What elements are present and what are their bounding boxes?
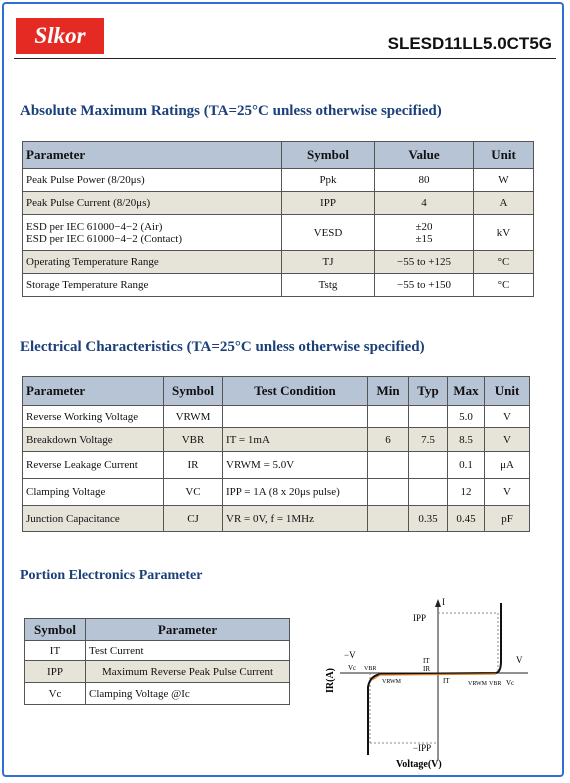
cell: 5.0: [448, 406, 485, 428]
cell: IR: [164, 452, 223, 479]
cell: Junction Capacitance: [23, 506, 164, 532]
elec-title: Electrical Characteristics (TA=25°C unless otherwise specified): [20, 339, 425, 355]
cell: 80: [375, 169, 474, 192]
col-header: Symbol: [25, 619, 86, 641]
col-header: Min: [368, 377, 409, 406]
cell: 0.35: [409, 506, 448, 532]
cell: VBR: [164, 428, 223, 452]
col-header: Unit: [474, 142, 534, 169]
cell: 0.45: [448, 506, 485, 532]
cell: IPP = 1A (8 x 20μs pulse): [223, 479, 368, 506]
cell: Peak Pulse Power (8/20μs): [23, 169, 282, 192]
col-header: Typ: [409, 377, 448, 406]
cell: Breakdown Voltage: [23, 428, 164, 452]
cell: [409, 479, 448, 506]
cell: 8.5: [448, 428, 485, 452]
cell: Peak Pulse Current (8/20μs): [23, 192, 282, 215]
cell: Reverse Working Voltage: [23, 406, 164, 428]
neg-ipp-label: −IPP: [413, 743, 432, 753]
ir-label: IR: [423, 665, 430, 673]
cell: Storage Temperature Range: [23, 274, 282, 297]
cell: [375, 215, 474, 251]
table-row: [23, 479, 530, 506]
cell: W: [474, 169, 534, 192]
cell: IT: [25, 641, 86, 661]
cell: 0.1: [448, 452, 485, 479]
cell: VRWM = 5.0V: [223, 452, 368, 479]
cell: [368, 452, 409, 479]
v-label: V: [516, 655, 523, 665]
elec-table: [22, 376, 530, 532]
neg-vc-label: Vc: [348, 664, 357, 672]
brand-logo: Slkor: [16, 18, 104, 54]
x-axis-title: Voltage(V): [396, 759, 442, 770]
cell: Ppk: [282, 169, 375, 192]
cell: CJ: [164, 506, 223, 532]
cell: IPP: [25, 661, 86, 683]
neg-it-label: IT: [443, 677, 450, 685]
cell: °C: [474, 274, 534, 297]
table-row: [23, 274, 534, 297]
cell: VRWM: [164, 406, 223, 428]
cell: °C: [474, 251, 534, 274]
table-row: [23, 452, 530, 479]
col-header: Test Condition: [223, 377, 368, 406]
cell: 7.5: [409, 428, 448, 452]
cell: [368, 479, 409, 506]
col-header: Max: [448, 377, 485, 406]
cell: Reverse Leakage Current: [23, 452, 164, 479]
iv-curve-diagram: [320, 595, 540, 773]
cell: −55 to +150: [375, 274, 474, 297]
cell: Clamping Voltage @Ic: [86, 683, 290, 705]
cell: μA: [485, 452, 530, 479]
cell: [23, 215, 282, 251]
neg-v-label: −V: [344, 650, 356, 660]
table-row: [23, 215, 534, 251]
cell: 4: [375, 192, 474, 215]
vrwm-label: VRWM: [468, 681, 488, 687]
part-number: SLESD11LL5.0CT5G: [387, 34, 552, 53]
table-row: [23, 169, 534, 192]
neg-vbr-label: VBR: [364, 666, 377, 672]
cell: [409, 452, 448, 479]
cell: Vc: [25, 683, 86, 705]
table-row: [25, 641, 290, 661]
cell: VR = 0V, f = 1MHz: [223, 506, 368, 532]
table-row: [23, 428, 530, 452]
col-header: Parameter: [23, 377, 164, 406]
portion-title: Portion Electronics Parameter: [20, 568, 203, 583]
portion-table: [24, 618, 290, 705]
abs-max-table: [22, 141, 534, 297]
col-header: Parameter: [23, 142, 282, 169]
table-row: [25, 661, 290, 683]
cell: pF: [485, 506, 530, 532]
col-header: Symbol: [282, 142, 375, 169]
cell-line: ESD per IEC 61000−4−2 (Contact): [26, 232, 182, 245]
col-header: Unit: [485, 377, 530, 406]
cell: −55 to +125: [375, 251, 474, 274]
cell: Operating Temperature Range: [23, 251, 282, 274]
vc-label: Vc: [506, 679, 515, 687]
cell: [368, 506, 409, 532]
y-axis-title: IR(A): [325, 668, 336, 693]
neg-vrwm-label: VRWM: [382, 679, 402, 685]
cell: IT = 1mA: [223, 428, 368, 452]
cell-line: ESD per IEC 61000−4−2 (Air): [26, 220, 163, 233]
cell-line: ±20: [415, 220, 433, 233]
cell: Tstg: [282, 274, 375, 297]
col-header: Value: [375, 142, 474, 169]
cell-line: ±15: [415, 232, 433, 245]
vbr-label: VBR: [489, 681, 502, 687]
cell: Maximum Reverse Peak Pulse Current: [86, 661, 290, 683]
table-row: [23, 506, 530, 532]
cell: IPP: [282, 192, 375, 215]
header-rule: [14, 58, 556, 59]
cell: kV: [474, 215, 534, 251]
ipp-label: IPP: [413, 613, 427, 623]
cell: V: [485, 479, 530, 506]
table-row: [23, 251, 534, 274]
cell: V: [485, 428, 530, 452]
cell: 6: [368, 428, 409, 452]
cell: [409, 406, 448, 428]
i-label: I: [442, 597, 445, 607]
table-row: [23, 406, 530, 428]
col-header: Symbol: [164, 377, 223, 406]
cell: TJ: [282, 251, 375, 274]
cell: VESD: [282, 215, 375, 251]
cell: Clamping Voltage: [23, 479, 164, 506]
cell: VC: [164, 479, 223, 506]
abs-max-title: Absolute Maximum Ratings (TA=25°C unless otherwise specified): [20, 103, 442, 119]
col-header: Parameter: [86, 619, 290, 641]
cell: V: [485, 406, 530, 428]
table-row: [23, 192, 534, 215]
it-label: IT: [423, 657, 430, 665]
cell: [368, 406, 409, 428]
cell: [223, 406, 368, 428]
y-axis-arrow: [435, 599, 441, 607]
table-row: [25, 683, 290, 705]
cell: 12: [448, 479, 485, 506]
cell: A: [474, 192, 534, 215]
cell: Test Current: [86, 641, 290, 661]
